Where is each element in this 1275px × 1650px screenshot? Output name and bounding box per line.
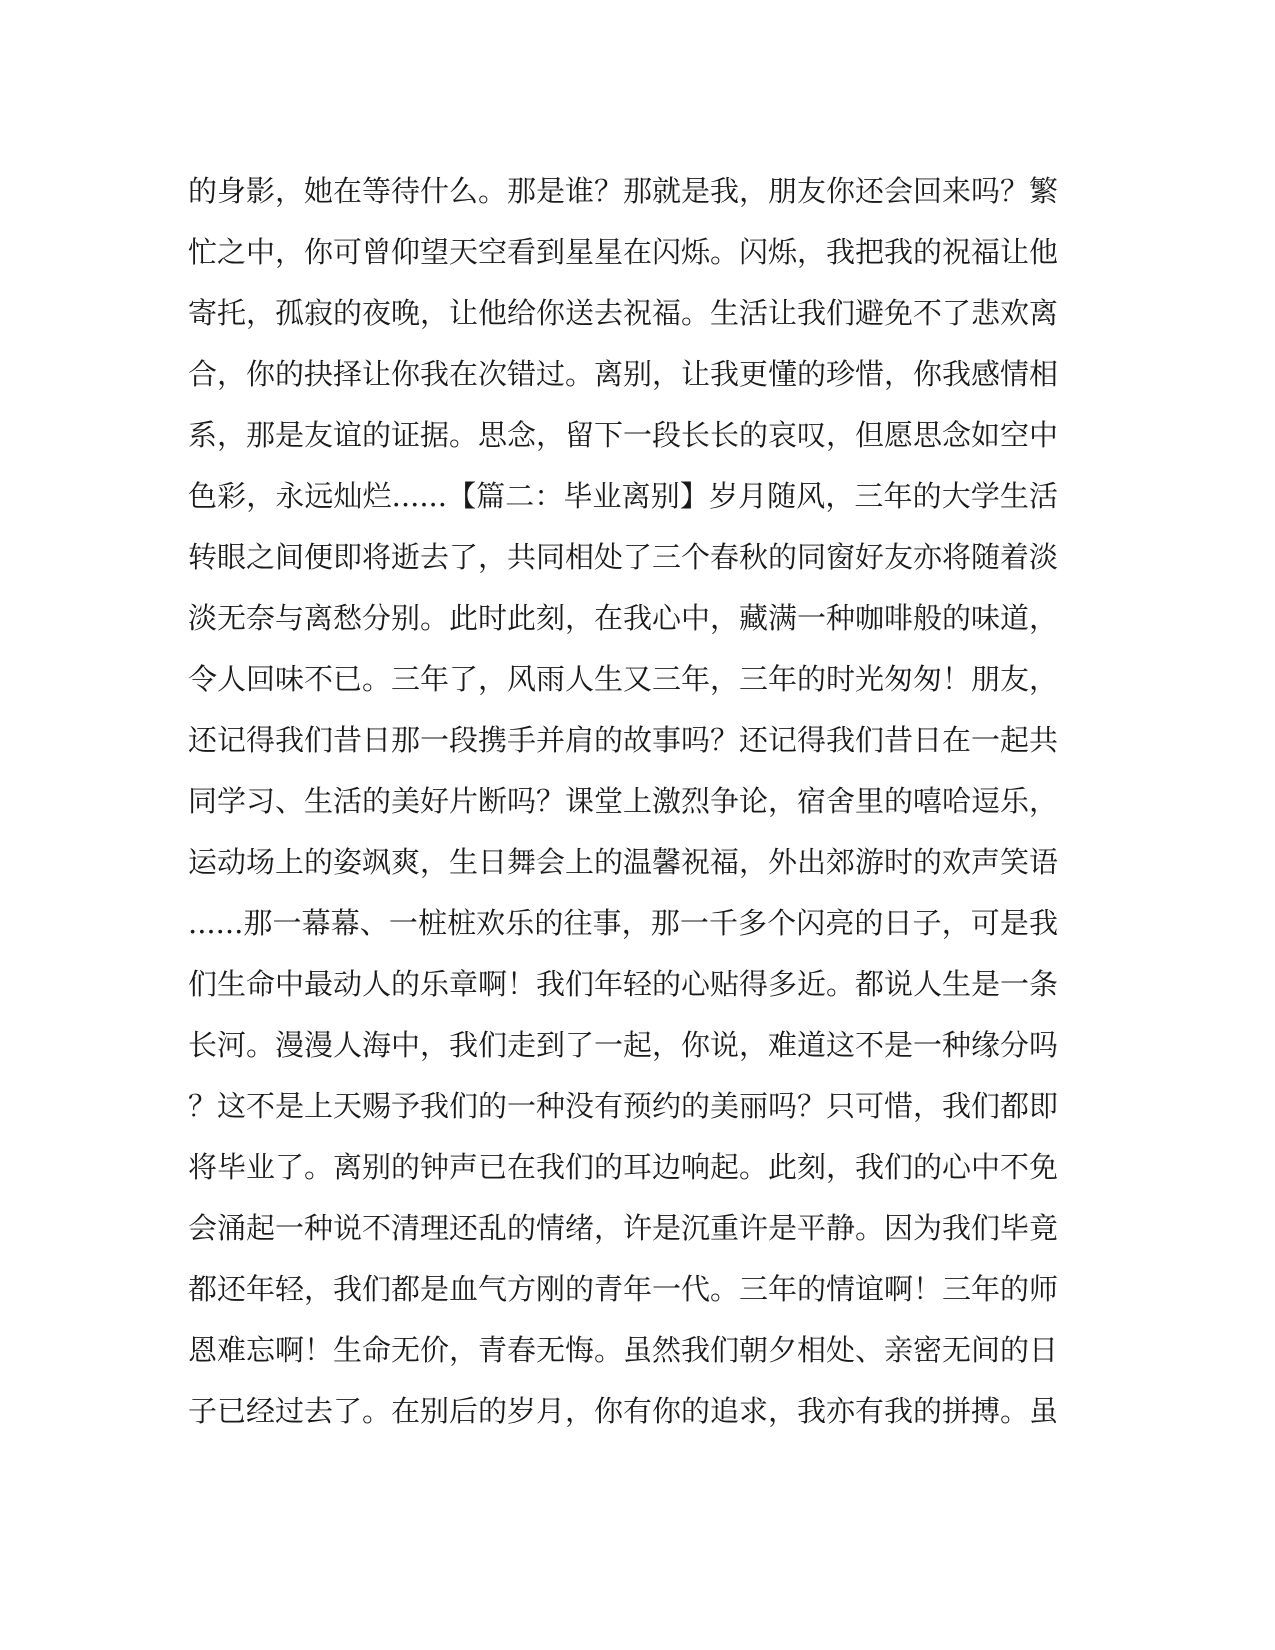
text-line: 长河。漫漫人海中，我们走到了一起，你说，难道这不是一种缘分吗 [188, 1028, 1059, 1062]
body-text [188, 161, 1058, 1442]
text-line: 将毕业了。离别的钟声已在我们的耳边响起。此刻，我们的心中不免 [188, 1150, 1059, 1184]
text-line: 同学习、生活的美好片断吗？课堂上激烈争论，宿舍里的嘻哈逗乐， [188, 784, 1059, 818]
text-line: ......那一幕幕、一桩桩欢乐的往事，那一千多个闪亮的日子，可是我 [188, 906, 1058, 940]
text-line: 恩难忘啊！生命无价，青春无悔。虽然我们朝夕相处、亲密无间的日 [188, 1333, 1059, 1367]
text-line: 淡无奈与离愁分别。此时此刻，在我心中，藏满一种咖啡般的味道， [188, 601, 1059, 635]
text-line: 忙之中，你可曾仰望天空看到星星在闪烁。闪烁，我把我的祝福让他 [188, 235, 1059, 269]
text-line: 会涌起一种说不清理还乱的情绪，许是沉重许是平静。因为我们毕竟 [188, 1211, 1059, 1245]
text-line: 令人回味不已。三年了，风雨人生又三年，三年的时光匆匆！朋友， [188, 662, 1059, 696]
text-line: 系，那是友谊的证据。思念，留下一段长长的哀叹，但愿思念如空中 [188, 418, 1059, 452]
text-line: 子已经过去了。在别后的岁月，你有你的追求，我亦有我的拼搏。虽 [188, 1394, 1059, 1428]
text-line: 合，你的抉择让你我在次错过。离别，让我更懂的珍惜，你我感情相 [188, 357, 1059, 391]
text-line: 寄托，孤寂的夜晚，让他给你送去祝福。生活让我们避免不了悲欢离 [188, 296, 1059, 330]
text-line: 色彩，永远灿烂......【篇二：毕业离别】岁月随风，三年的大学生活 [188, 479, 1058, 513]
text-line: 的身影，她在等待什么。那是谁？那就是我，朋友你还会回来吗？繁 [188, 174, 1059, 208]
text-line: 运动场上的姿飒爽，生日舞会上的温馨祝福，外出郊游时的欢声笑语 [188, 845, 1059, 879]
text-line: 转眼之间便即将逝去了，共同相处了三个春秋的同窗好友亦将随着淡 [188, 540, 1059, 574]
text-line: 们生命中最动人的乐章啊！我们年轻的心贴得多近。都说人生是一条 [188, 967, 1059, 1001]
text-line: 还记得我们昔日那一段携手并肩的故事吗？还记得我们昔日在一起共 [188, 723, 1059, 757]
text-line: ？这不是上天赐予我们的一种没有预约的美丽吗？只可惜，我们都即 [188, 1089, 1059, 1123]
text-line: 都还年轻，我们都是血气方刚的青年一代。三年的情谊啊！三年的师 [188, 1272, 1059, 1306]
